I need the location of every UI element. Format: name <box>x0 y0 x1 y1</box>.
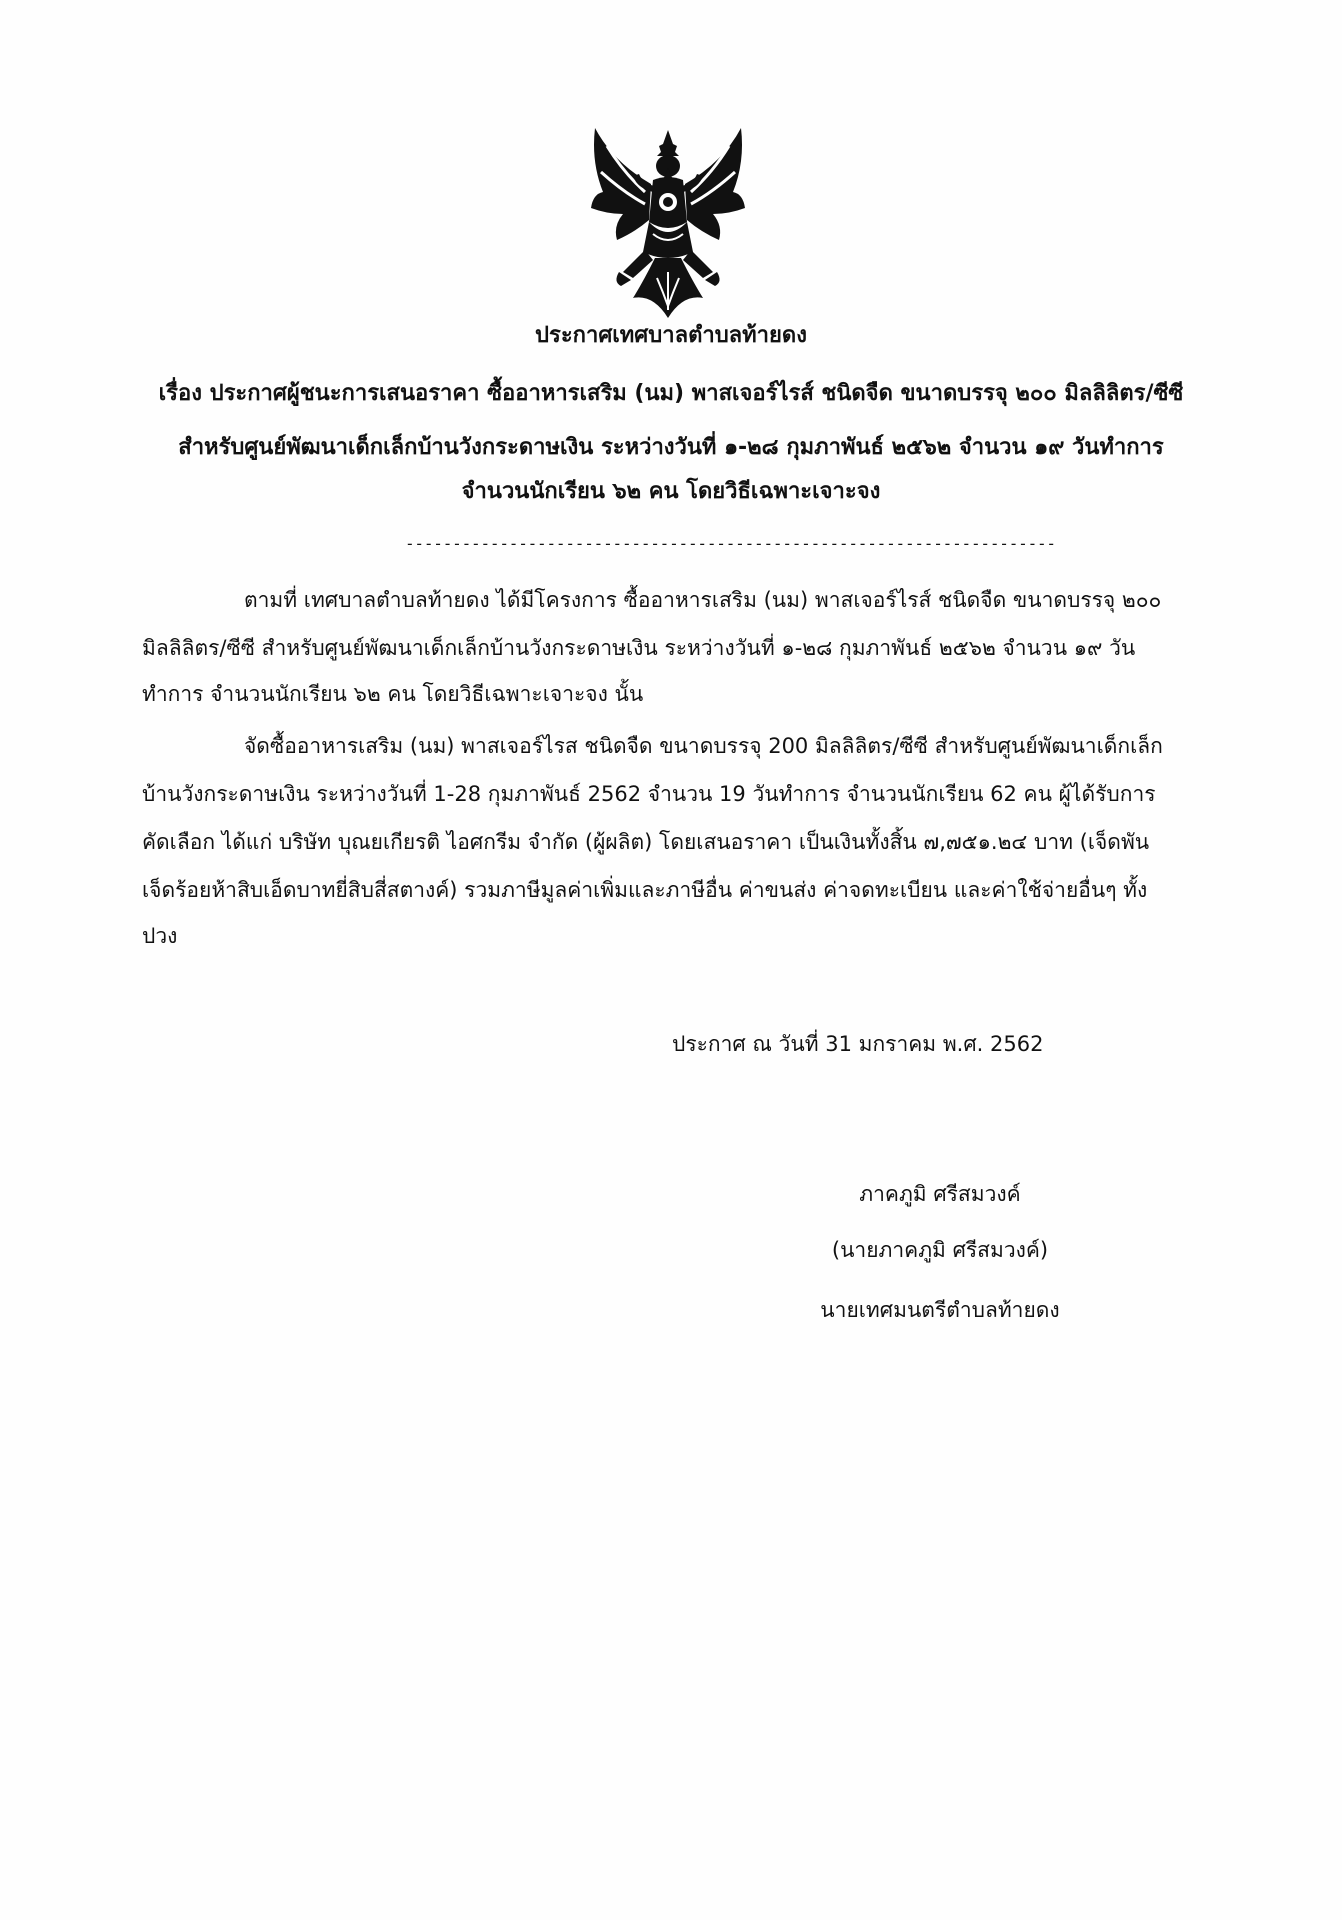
paragraph-2-line-3: คัดเลือก ได้แก่ บริษัท บุณยเกียรติ ไอศกรีม จำกัด (ผู้ผลิต) โดยเสนอราคา เป็นเงินทั้งสิ้น ๗,๗๕๑.๒๔ บาท (เจ็ดพัน <box>142 830 1150 854</box>
paragraph-1-line-1: ตามที่ เทศบาลตำบลท้ายดง ได้มีโครงการ ซื้ออาหารเสริม (นม) พาสเจอร์ไรส์ ชนิดจืด ขนาดบรรจุ ๒๐๐ <box>244 588 1162 612</box>
subject-line-1: เรื่อง ประกาศผู้ชนะการเสนอราคา ซื้ออาหารเสริม (นม) พาสเจอร์ไรส์ ชนิดจืด ขนาดบรรจุ ๒๐๐ มิลลิลิตร/ซีซี <box>158 381 1184 406</box>
paragraph-1-line-3: ทำการ จำนวนนักเรียน ๖๒ คน โดยวิธีเฉพาะเจาะจง นั้น <box>142 682 644 706</box>
signature-name: ภาคภูมิ ศรีสมวงค์ <box>859 1182 1021 1206</box>
paragraph-2-line-2: บ้านวังกระดาษเงิน ระหว่างวันที่ 1-28 กุมภาพันธ์ 2562 จำนวน 19 วันทำการ จำนวนนักเรียน 62 คน ผู้ได้รับการ <box>142 782 1156 806</box>
subject-line-3: จำนวนนักเรียน ๖๒ คน โดยวิธีเฉพาะเจาะจง <box>461 479 881 504</box>
subject-line-2: สำหรับศูนย์พัฒนาเด็กเล็กบ้านวังกระดาษเงิน ระหว่างวันที่ ๑-๒๘ กุมภาพันธ์ ๒๕๖๒ จำนวน ๑๙ วันทำการ <box>178 435 1164 460</box>
divider-line: --------------------------------------------------------------------- <box>405 534 1056 553</box>
signature-full-name: (นายภาคภูมิ ศรีสมวงค์) <box>831 1238 1049 1262</box>
paragraph-2-line-5: ปวง <box>142 924 178 948</box>
announcement-date: ประกาศ ณ วันที่ 31 มกราคม พ.ศ. 2562 <box>672 1032 1044 1056</box>
paragraph-2-line-1: จัดซื้ออาหารเสริม (นม) พาสเจอร์ไรส ชนิดจืด ขนาดบรรจุ 200 มิลลิลิตร/ซีซี สำหรับศูนย์พัฒนาเด็กเล็ก <box>244 734 1163 758</box>
garuda-emblem-icon <box>583 122 753 327</box>
paragraph-2-line-4: เจ็ดร้อยห้าสิบเอ็ดบาทยี่สิบสี่สตางค์) รวมภาษีมูลค่าเพิ่มและภาษีอื่น ค่าขนส่ง ค่าจดทะเบียน และค่าใช้จ่ายอื่นๆ ทั้ง <box>142 878 1148 902</box>
document-title: ประกาศเทศบาลตำบลท้ายดง <box>535 323 807 348</box>
signature-position: นายเทศมนตรีตำบลท้ายดง <box>820 1298 1060 1322</box>
paragraph-1-line-2: มิลลิลิตร/ซีซี สำหรับศูนย์พัฒนาเด็กเล็กบ้านวังกระดาษเงิน ระหว่างวันที่ ๑-๒๘ กุมภาพันธ์ ๒๕๖๒ จำนวน ๑๙ วัน <box>142 636 1136 660</box>
